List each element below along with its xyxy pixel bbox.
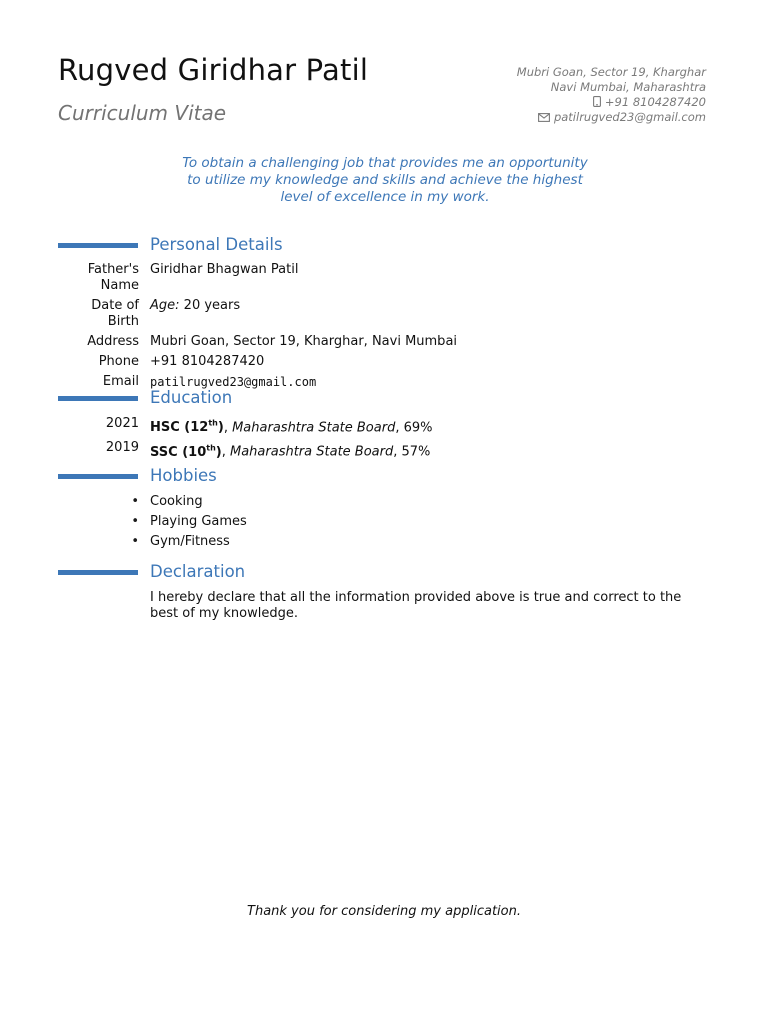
bullet: • (131, 494, 139, 509)
detail-label: Email (102, 374, 139, 389)
section-education (58, 388, 711, 465)
mobile-phone-icon (593, 96, 601, 107)
detail-row-address (58, 334, 711, 350)
declaration-text: I hereby declare that all the information provided above is true and correct to the best of my knowledge. (150, 590, 682, 621)
detail-label: Date of Birth (91, 298, 139, 329)
list-item (58, 494, 711, 510)
section-hobbies (58, 466, 711, 554)
envelope-icon (538, 113, 550, 122)
detail-row-phone (58, 354, 711, 370)
education-row: 2021 HSC (12th), Maharashtra State Board, 69% (58, 416, 711, 436)
section-rule (58, 243, 138, 248)
address-line-1: Mubri Goan, Sector 19, Kharghar (516, 65, 706, 79)
section-declaration (58, 562, 711, 626)
education-degree: SSC (10th) (150, 443, 222, 460)
education-score: 69% (403, 420, 433, 436)
address-line-2: Navi Mumbai, Maharashtra (550, 80, 706, 94)
section-rule (58, 396, 138, 401)
detail-value: Mubri Goan, Sector 19, Kharghar, Navi Mumbai (150, 334, 458, 349)
hobby-text: Playing Games (150, 514, 247, 529)
education-row: 2019 SSC (10th), Maharashtra State Board, 57% (58, 440, 711, 460)
section-rule (58, 474, 138, 479)
section-title: Declaration (150, 562, 246, 581)
contact-email (517, 110, 706, 125)
list-item (58, 534, 711, 550)
education-board: Maharashtra State Board (230, 444, 394, 460)
document-subtitle: Curriculum Vitae (58, 101, 227, 125)
detail-label: Father's Name (87, 262, 139, 293)
education-year: 2019 (105, 440, 139, 456)
detail-label: Phone (98, 354, 139, 369)
detail-row-dob (58, 298, 711, 330)
education-score: 57% (401, 444, 431, 460)
section-rule (58, 570, 138, 575)
section-title: Education (150, 388, 233, 407)
bullet: • (131, 534, 139, 549)
bullet: • (131, 514, 139, 529)
detail-value: +91 8104287420 (150, 354, 265, 369)
closing-note: Thank you for considering my application. (247, 904, 521, 919)
section-title: Hobbies (150, 466, 217, 485)
contact-email-text: patilrugved23@gmail.com (553, 110, 706, 124)
section-title: Personal Details (150, 235, 283, 254)
education-board: Maharashtra State Board (232, 420, 396, 436)
education-year: 2021 (105, 416, 139, 431)
detail-value: Giridhar Bhagwan Patil (150, 262, 299, 277)
hobby-text: Cooking (150, 494, 203, 509)
hobby-text: Gym/Fitness (150, 534, 230, 549)
contact-phone-text: +91 8104287420 (604, 95, 706, 109)
contact-phone (517, 95, 706, 110)
career-objective: To obtain a challenging job that provides me an opportunity to utilize my knowledge and skills and achieve the highest level of excellence in my work. (182, 155, 588, 205)
section-personal-details (58, 235, 711, 394)
age-value: 20 years (183, 298, 241, 313)
detail-label: Address (87, 334, 139, 349)
contact-block (517, 65, 706, 125)
candidate-name: Rugved Giridhar Patil (58, 53, 369, 87)
education-degree: HSC (12th) (150, 419, 224, 436)
detail-row-fathers-name (58, 262, 711, 294)
detail-value: patilrugved23@gmail.com (150, 375, 317, 389)
list-item (58, 514, 711, 530)
age-label: Age: (150, 298, 180, 313)
